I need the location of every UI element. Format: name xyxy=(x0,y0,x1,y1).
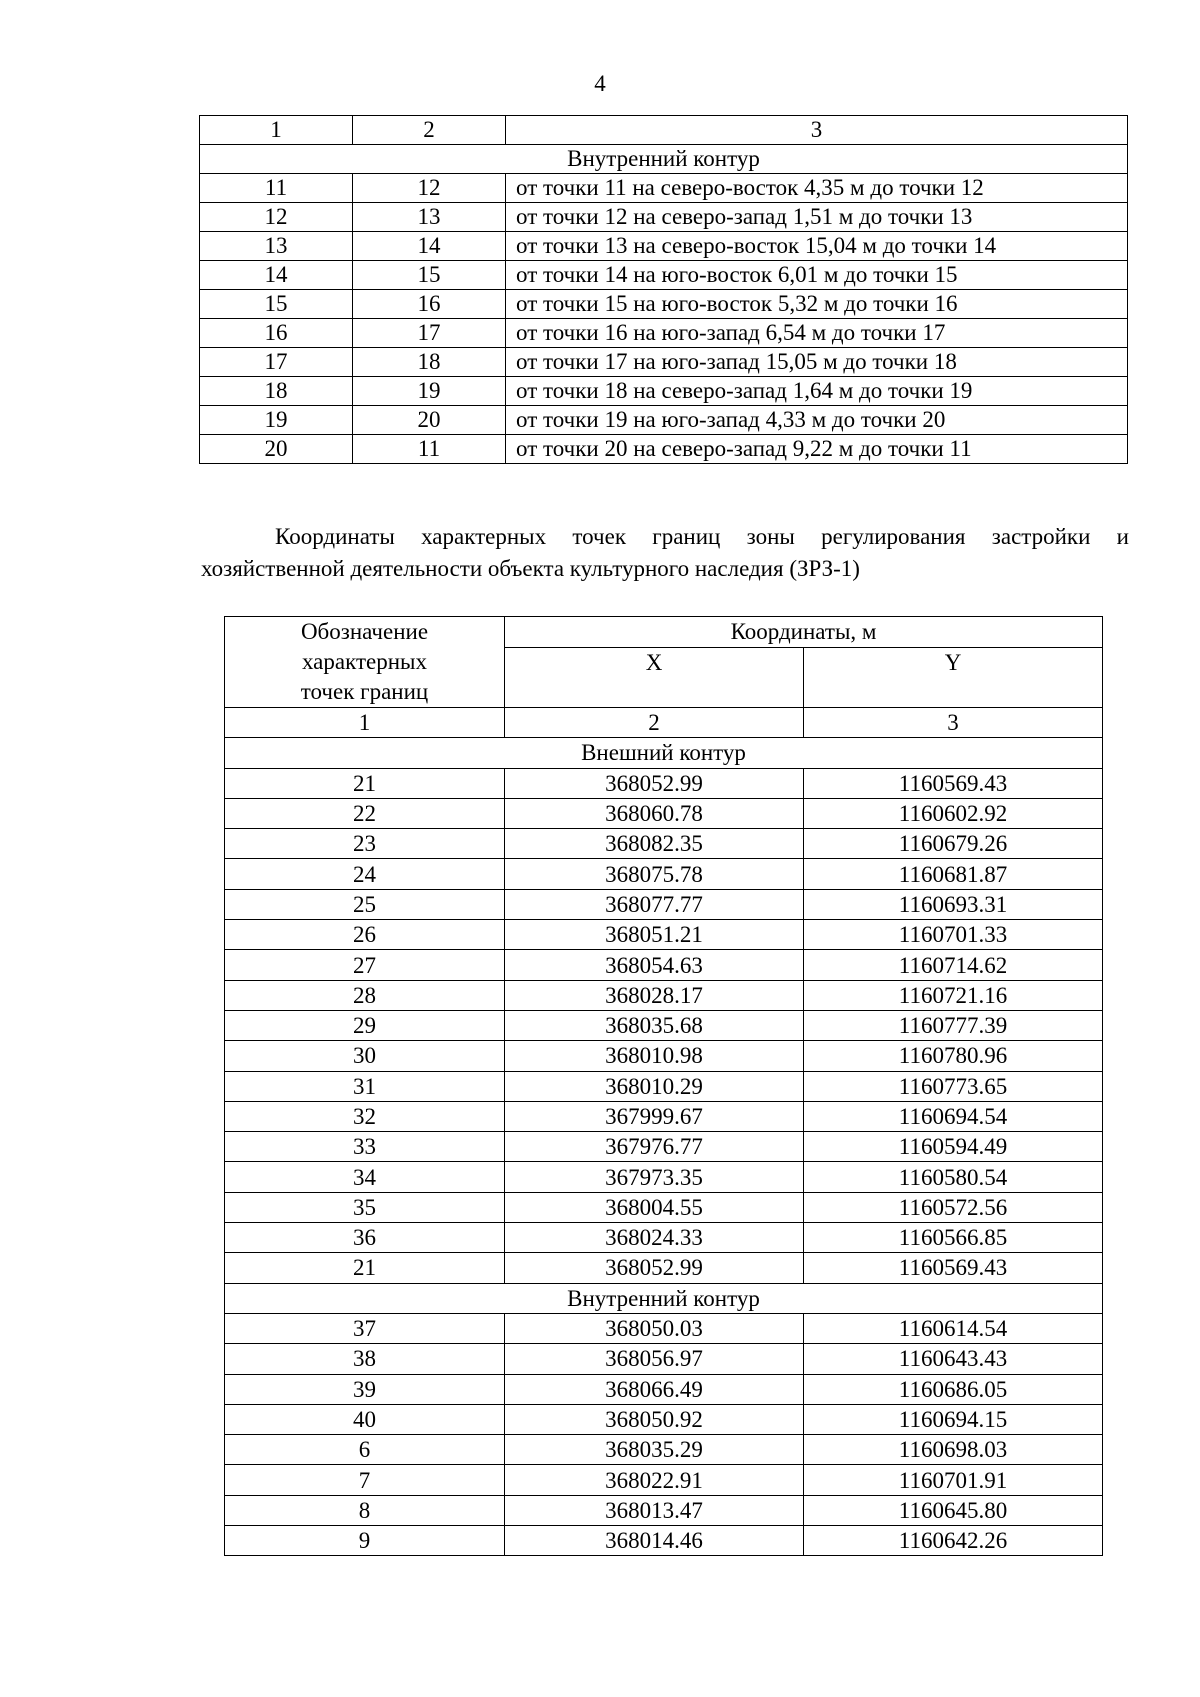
table-row xyxy=(225,859,1103,889)
heading-line: хозяйственной деятельности объекта культурного наследия (ЗРЗ-1) xyxy=(201,556,860,581)
y-cell: 1160580.54 xyxy=(804,1162,1103,1192)
description-cell: от точки 13 на северо-восток 15,04 м до точки 14 xyxy=(506,232,1128,261)
point-cell: 30 xyxy=(225,1041,505,1071)
table-row xyxy=(225,1101,1103,1131)
point-cell: 26 xyxy=(225,920,505,950)
column-number-row xyxy=(200,116,1128,145)
x-cell: 367976.77 xyxy=(505,1132,804,1162)
table-row xyxy=(225,1253,1103,1283)
x-cell: 368010.29 xyxy=(505,1071,804,1101)
column-number: 2 xyxy=(505,708,804,738)
table-row xyxy=(225,1526,1103,1556)
y-cell: 1160694.54 xyxy=(804,1101,1103,1131)
table-row xyxy=(225,1465,1103,1495)
description-cell: от точки 12 на северо-запад 1,51 м до точки 13 xyxy=(506,203,1128,232)
point-cell: 8 xyxy=(225,1495,505,1525)
description-cell: от точки 20 на северо-запад 9,22 м до точки 11 xyxy=(506,435,1128,464)
y-cell: 1160693.31 xyxy=(804,889,1103,919)
table-row xyxy=(200,290,1128,319)
x-cell: 368035.29 xyxy=(505,1435,804,1465)
table-row xyxy=(225,1313,1103,1343)
section-row xyxy=(200,145,1128,174)
table-row xyxy=(225,1041,1103,1071)
boundary-description-table xyxy=(199,115,1128,464)
point-cell: 25 xyxy=(225,889,505,919)
table-row xyxy=(225,889,1103,919)
to-point-cell: 14 xyxy=(353,232,506,261)
y-cell: 1160642.26 xyxy=(804,1526,1103,1556)
y-cell: 1160572.56 xyxy=(804,1192,1103,1222)
y-cell: 1160569.43 xyxy=(804,768,1103,798)
point-cell: 38 xyxy=(225,1344,505,1374)
table-row xyxy=(200,203,1128,232)
from-point-cell: 17 xyxy=(200,348,353,377)
description-cell: от точки 18 на северо-запад 1,64 м до точки 19 xyxy=(506,377,1128,406)
table-row xyxy=(225,980,1103,1010)
table-row xyxy=(225,920,1103,950)
to-point-cell: 12 xyxy=(353,174,506,203)
x-cell: 368082.35 xyxy=(505,829,804,859)
table-row xyxy=(225,1404,1103,1434)
table-row xyxy=(200,406,1128,435)
point-cell: 31 xyxy=(225,1071,505,1101)
x-cell: 368056.97 xyxy=(505,1344,804,1374)
y-cell: 1160594.49 xyxy=(804,1132,1103,1162)
column-number: 1 xyxy=(225,708,505,738)
point-cell: 22 xyxy=(225,798,505,828)
x-cell: 368022.91 xyxy=(505,1465,804,1495)
coordinates-table xyxy=(224,616,1103,1556)
points-header-line: точек границ xyxy=(300,679,429,704)
point-cell: 34 xyxy=(225,1162,505,1192)
table-row xyxy=(225,950,1103,980)
point-cell: 40 xyxy=(225,1404,505,1434)
x-cell: 368060.78 xyxy=(505,798,804,828)
y-cell: 1160714.62 xyxy=(804,950,1103,980)
header-row xyxy=(225,617,1103,648)
page-number: 4 xyxy=(594,71,606,96)
table-row xyxy=(200,261,1128,290)
point-cell: 33 xyxy=(225,1132,505,1162)
x-cell: 368004.55 xyxy=(505,1192,804,1222)
y-cell: 1160694.15 xyxy=(804,1404,1103,1434)
to-point-cell: 13 xyxy=(353,203,506,232)
points-header-line: Обозначение xyxy=(300,619,429,644)
point-cell: 28 xyxy=(225,980,505,1010)
x-cell: 368028.17 xyxy=(505,980,804,1010)
x-cell: 368052.99 xyxy=(505,768,804,798)
point-cell: 29 xyxy=(225,1010,505,1040)
table-row xyxy=(200,232,1128,261)
x-cell: 367973.35 xyxy=(505,1162,804,1192)
table-row xyxy=(200,319,1128,348)
from-point-cell: 20 xyxy=(200,435,353,464)
table-row xyxy=(225,1071,1103,1101)
x-cell: 368024.33 xyxy=(505,1223,804,1253)
section-label: Внутренний контур xyxy=(225,1283,1103,1313)
to-point-cell: 11 xyxy=(353,435,506,464)
table-row xyxy=(225,1223,1103,1253)
to-point-cell: 17 xyxy=(353,319,506,348)
from-point-cell: 15 xyxy=(200,290,353,319)
description-cell: от точки 11 на северо-восток 4,35 м до точки 12 xyxy=(506,174,1128,203)
table-row xyxy=(225,1162,1103,1192)
x-cell: 367999.67 xyxy=(505,1101,804,1131)
point-cell: 7 xyxy=(225,1465,505,1495)
table-row xyxy=(200,174,1128,203)
column-number: 1 xyxy=(200,116,353,145)
coords-header: Координаты, м xyxy=(505,617,1103,648)
x-header: X xyxy=(505,647,804,707)
from-point-cell: 14 xyxy=(200,261,353,290)
x-cell: 368054.63 xyxy=(505,950,804,980)
table-row xyxy=(225,1374,1103,1404)
description-cell: от точки 14 на юго-восток 6,01 м до точки 15 xyxy=(506,261,1128,290)
to-point-cell: 15 xyxy=(353,261,506,290)
y-cell: 1160721.16 xyxy=(804,980,1103,1010)
x-cell: 368014.46 xyxy=(505,1526,804,1556)
to-point-cell: 18 xyxy=(353,348,506,377)
x-cell: 368052.99 xyxy=(505,1253,804,1283)
y-cell: 1160686.05 xyxy=(804,1374,1103,1404)
description-cell: от точки 16 на юго-запад 6,54 м до точки 17 xyxy=(506,319,1128,348)
point-cell: 32 xyxy=(225,1101,505,1131)
y-cell: 1160569.43 xyxy=(804,1253,1103,1283)
y-cell: 1160643.43 xyxy=(804,1344,1103,1374)
table-row xyxy=(225,798,1103,828)
x-cell: 368013.47 xyxy=(505,1495,804,1525)
to-point-cell: 19 xyxy=(353,377,506,406)
y-cell: 1160698.03 xyxy=(804,1435,1103,1465)
from-point-cell: 13 xyxy=(200,232,353,261)
x-cell: 368051.21 xyxy=(505,920,804,950)
table-row xyxy=(225,1192,1103,1222)
section-row xyxy=(225,738,1103,768)
table-row xyxy=(225,1132,1103,1162)
to-point-cell: 20 xyxy=(353,406,506,435)
y-cell: 1160679.26 xyxy=(804,829,1103,859)
point-cell: 24 xyxy=(225,859,505,889)
description-cell: от точки 15 на юго-восток 5,32 м до точки 16 xyxy=(506,290,1128,319)
x-cell: 368066.49 xyxy=(505,1374,804,1404)
section-row xyxy=(225,1283,1103,1313)
section-heading xyxy=(201,521,1129,585)
table-row xyxy=(225,768,1103,798)
point-cell: 36 xyxy=(225,1223,505,1253)
column-number: 3 xyxy=(506,116,1128,145)
point-cell: 21 xyxy=(225,1253,505,1283)
from-point-cell: 12 xyxy=(200,203,353,232)
y-cell: 1160602.92 xyxy=(804,798,1103,828)
table-row xyxy=(225,1495,1103,1525)
column-number: 3 xyxy=(804,708,1103,738)
y-cell: 1160773.65 xyxy=(804,1071,1103,1101)
y-cell: 1160780.96 xyxy=(804,1041,1103,1071)
section-label: Внутренний контур xyxy=(200,145,1128,174)
to-point-cell: 16 xyxy=(353,290,506,319)
description-cell: от точки 17 на юго-запад 15,05 м до точки 18 xyxy=(506,348,1128,377)
x-cell: 368050.03 xyxy=(505,1313,804,1343)
x-cell: 368035.68 xyxy=(505,1010,804,1040)
column-number-row xyxy=(225,708,1103,738)
point-cell: 23 xyxy=(225,829,505,859)
table-row xyxy=(200,435,1128,464)
x-cell: 368050.92 xyxy=(505,1404,804,1434)
y-cell: 1160645.80 xyxy=(804,1495,1103,1525)
point-cell: 9 xyxy=(225,1526,505,1556)
x-cell: 368010.98 xyxy=(505,1041,804,1071)
y-cell: 1160701.91 xyxy=(804,1465,1103,1495)
table-row xyxy=(200,377,1128,406)
section-label: Внешний контур xyxy=(225,738,1103,768)
column-number: 2 xyxy=(353,116,506,145)
points-header xyxy=(225,617,505,708)
heading-line: Координаты характерных точек границ зоны регулирования застройки и xyxy=(275,524,1129,549)
from-point-cell: 18 xyxy=(200,377,353,406)
description-cell: от точки 19 на юго-запад 4,33 м до точки 20 xyxy=(506,406,1128,435)
x-cell: 368077.77 xyxy=(505,889,804,919)
point-cell: 21 xyxy=(225,768,505,798)
from-point-cell: 16 xyxy=(200,319,353,348)
point-cell: 37 xyxy=(225,1313,505,1343)
table-row xyxy=(225,829,1103,859)
x-cell: 368075.78 xyxy=(505,859,804,889)
y-cell: 1160566.85 xyxy=(804,1223,1103,1253)
point-cell: 35 xyxy=(225,1192,505,1222)
from-point-cell: 19 xyxy=(200,406,353,435)
points-header-line: характерных xyxy=(301,649,427,674)
point-cell: 27 xyxy=(225,950,505,980)
y-cell: 1160614.54 xyxy=(804,1313,1103,1343)
point-cell: 39 xyxy=(225,1374,505,1404)
table-row xyxy=(225,1010,1103,1040)
from-point-cell: 11 xyxy=(200,174,353,203)
y-cell: 1160701.33 xyxy=(804,920,1103,950)
table-row xyxy=(200,348,1128,377)
table-row xyxy=(225,1435,1103,1465)
y-header: Y xyxy=(804,647,1103,707)
point-cell: 6 xyxy=(225,1435,505,1465)
table-row xyxy=(225,1344,1103,1374)
y-cell: 1160777.39 xyxy=(804,1010,1103,1040)
y-cell: 1160681.87 xyxy=(804,859,1103,889)
